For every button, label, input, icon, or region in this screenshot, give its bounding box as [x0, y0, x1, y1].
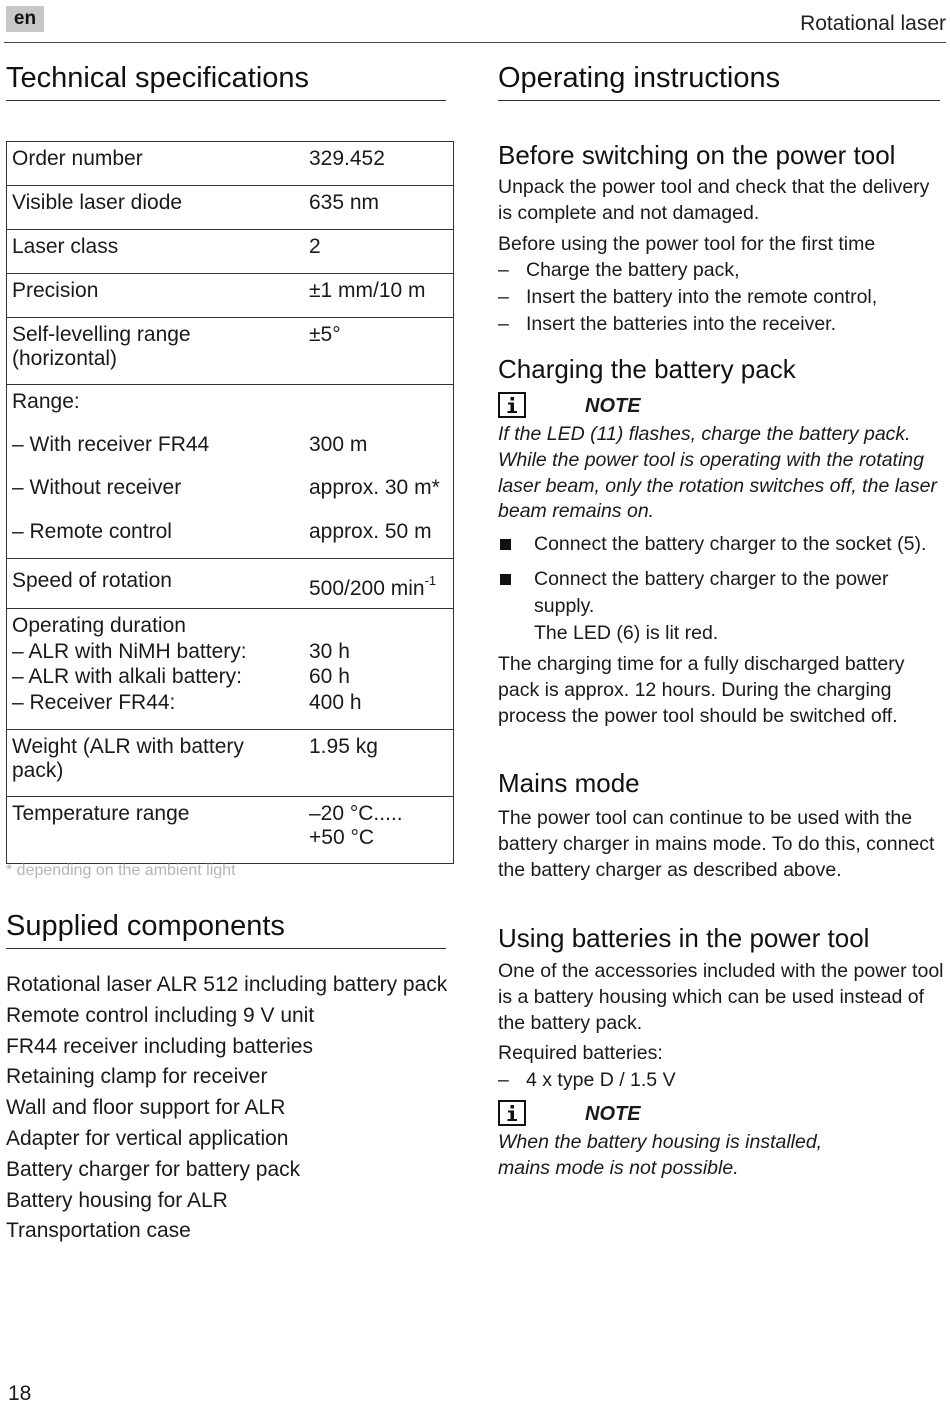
- spec-label: Temperature range: [12, 802, 190, 825]
- spec-value: 30 h: [309, 639, 350, 663]
- list-item: – 4 x type D / 1.5 V: [498, 1067, 946, 1094]
- bullet-text: Connect the battery charger to the power supply.: [534, 568, 889, 618]
- list-item: Transportation case: [6, 1219, 191, 1243]
- spec-row: [7, 796, 453, 863]
- spec-row: [7, 729, 453, 796]
- supplied-components-title: Supplied components: [6, 910, 285, 942]
- spec-row: [7, 317, 453, 384]
- spec-value: 1.95 kg: [309, 735, 378, 758]
- list-item: Battery charger for battery pack: [6, 1157, 301, 1181]
- spec-value: 2: [309, 235, 321, 258]
- section-heading: Charging the battery pack: [498, 354, 796, 384]
- spec-value: [309, 569, 457, 601]
- spec-value: 60 h: [309, 665, 350, 688]
- operating-duration-block: [12, 614, 452, 716]
- spec-label: Precision: [12, 279, 99, 302]
- spec-label: – With receiver FR44: [12, 433, 210, 456]
- bullet-square-icon: [500, 574, 511, 585]
- paragraph: Before using the power tool for the first time: [498, 232, 876, 255]
- info-icon: [498, 392, 526, 418]
- spec-label: Speed of rotation: [12, 569, 172, 592]
- spec-row: [7, 142, 453, 185]
- bullet-text: Connect the battery charger to the socket (5).: [534, 533, 927, 556]
- spec-row: [7, 273, 453, 317]
- paragraph: The power tool can continue to be used with the battery charger in mains mode. To do this, connect the battery charger as described above.: [498, 807, 935, 881]
- list-item: Adapter for vertical application: [6, 1126, 289, 1150]
- components-list: [6, 970, 456, 1247]
- spec-subline: [12, 640, 452, 666]
- paragraph: Unpack the power tool and check that the delivery is complete and not damaged.: [498, 176, 930, 224]
- spec-label: Operating duration: [12, 614, 186, 637]
- spec-value: –20 °C..... +50 °C: [309, 802, 403, 849]
- spec-value-text: 500/200 min: [309, 577, 425, 600]
- spec-row-operating-duration: [7, 608, 453, 729]
- language-badge: en: [6, 6, 44, 32]
- spec-label: – ALR with NiMH battery:: [12, 639, 247, 663]
- spec-value: 635 nm: [309, 191, 380, 214]
- paragraph: One of the accessories included with the power tool is a battery housing which can be used instead of the battery pack.: [498, 960, 944, 1034]
- spec-label: – ALR with alkali battery:: [12, 665, 242, 688]
- spec-label: Weight (ALR with battery pack): [12, 735, 244, 782]
- spec-label: Visible laser diode: [12, 191, 183, 214]
- note-label: NOTE: [585, 1103, 641, 1126]
- spec-row-range: [7, 384, 453, 428]
- spec-row: [7, 428, 453, 471]
- section-heading: Using batteries in the power tool: [498, 923, 870, 953]
- tech-specs-rule: [6, 100, 446, 101]
- spec-row: [7, 185, 453, 229]
- header-title: Rotational laser: [800, 12, 946, 35]
- list-item: – Charge the battery pack,: [498, 257, 946, 284]
- mains-mode-section: [498, 768, 946, 883]
- header-divider: [4, 42, 946, 43]
- note-header: [498, 1100, 946, 1130]
- list-item: Wall and floor support for ALR: [6, 1096, 286, 1120]
- list-item: Remote control including 9 V unit: [6, 1003, 315, 1027]
- bullet-item: [498, 531, 946, 558]
- bullet-item: [498, 566, 946, 647]
- superscript: -1: [424, 573, 437, 588]
- spec-value: ±5°: [309, 323, 341, 346]
- spec-label: – Without receiver: [12, 476, 182, 499]
- spec-label: Order number: [12, 147, 143, 170]
- spec-value: approx. 30 m*: [309, 476, 440, 499]
- list-item: Retaining clamp for receiver: [6, 1065, 268, 1089]
- spec-value: 400 h: [309, 690, 362, 714]
- spec-row: [7, 471, 453, 515]
- spec-value: ±1 mm/10 m: [309, 279, 426, 302]
- section-heading: Before switching on the power tool: [498, 140, 896, 170]
- spec-label: Range:: [12, 390, 80, 413]
- bullet-square-icon: [500, 539, 511, 550]
- spec-table: [6, 141, 454, 864]
- page-number: 18: [8, 1382, 32, 1405]
- operating-instructions-rule: [498, 100, 940, 101]
- batteries-section: [498, 923, 946, 1182]
- note-text: When the battery housing is installed, mains mode is not possible.: [498, 1131, 823, 1179]
- spec-label: Self-levelling range (horizontal): [12, 323, 191, 370]
- list-item: – Insert the batteries into the receiver.: [498, 311, 946, 338]
- note-label: NOTE: [585, 395, 641, 417]
- bullet-result: The LED (6) is lit red.: [534, 622, 719, 645]
- spec-subline: [12, 665, 452, 691]
- list-item: FR44 receiver including batteries: [6, 1034, 313, 1058]
- spec-value: 300 m: [309, 433, 368, 456]
- spec-value: 329.452: [309, 147, 385, 170]
- spec-label: – Receiver FR44:: [12, 690, 176, 714]
- info-icon: [498, 1100, 526, 1126]
- paragraph: Required batteries:: [498, 1042, 663, 1065]
- footnote: * depending on the ambient light: [6, 862, 236, 879]
- paragraph: The charging time for a fully discharged battery pack is approx. 12 hours. During the charging process the power tool should be switched off.: [498, 653, 905, 727]
- operating-instructions-title: Operating instructions: [498, 62, 781, 94]
- tech-specs-title: Technical specifications: [6, 62, 310, 94]
- section-heading: Mains mode: [498, 768, 640, 798]
- spec-row: [7, 558, 453, 608]
- spec-subline: [12, 691, 452, 717]
- spec-row: [7, 515, 453, 558]
- supplied-components-rule: [6, 948, 446, 949]
- spec-label: Laser class: [12, 235, 119, 258]
- spec-row: [7, 229, 453, 273]
- spec-label: – Remote control: [12, 520, 172, 543]
- list-item: Battery housing for ALR: [6, 1188, 228, 1212]
- charging-section: [498, 354, 946, 730]
- note-text: If the LED (11) flashes, charge the battery pack. While the power tool is operating with the rotating laser beam, only the rotation switches off, the laser beam remains on.: [498, 423, 937, 523]
- list-item: – Insert the battery into the remote control,: [498, 284, 946, 311]
- list-item: Rotational laser ALR 512 including battery pack: [6, 973, 448, 996]
- before-switching-section: [498, 140, 946, 338]
- note-header: [498, 392, 946, 422]
- spec-value: approx. 50 m: [309, 520, 432, 543]
